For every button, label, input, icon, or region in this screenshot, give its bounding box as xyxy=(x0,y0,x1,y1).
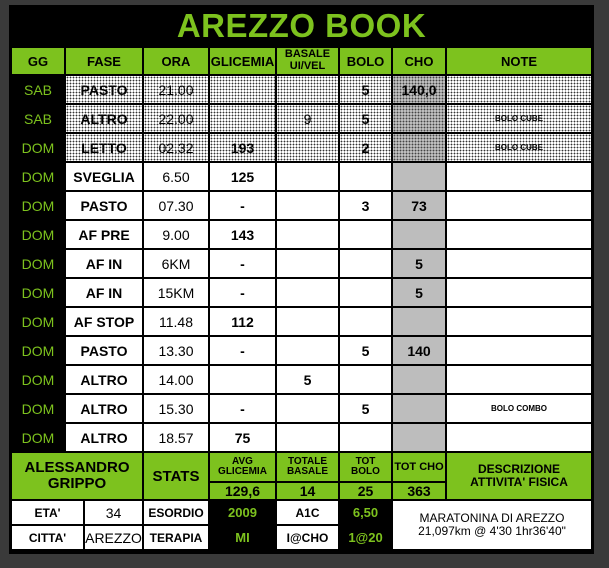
table-row-gg: DOM xyxy=(12,279,64,306)
cell-ora: 18.57 xyxy=(144,424,208,451)
cell-note xyxy=(447,424,591,451)
cell-cho: 140,0 xyxy=(393,76,445,103)
cell-basale xyxy=(277,134,338,161)
table-row-gg: DOM xyxy=(12,424,64,451)
cell-ora: 21.00 xyxy=(144,76,208,103)
cell-cho: 5 xyxy=(393,250,445,277)
cell-note: BOLO CUBE xyxy=(447,105,591,132)
table-row-gg: DOM xyxy=(12,308,64,335)
cell-cho xyxy=(393,221,445,248)
cell-glicemia: - xyxy=(210,279,275,306)
table-row-gg: DOM xyxy=(12,366,64,393)
cell-ora: 22.00 xyxy=(144,105,208,132)
header-cho: CHO xyxy=(393,48,445,74)
icho-value: 1@20 xyxy=(340,526,391,549)
header-gg: GG xyxy=(12,48,64,74)
tot-cho-label: TOT CHO xyxy=(393,453,445,481)
cell-note xyxy=(447,308,591,335)
table-row-gg: DOM xyxy=(12,250,64,277)
cell-bolo: 2 xyxy=(340,134,391,161)
cell-basale: 5 xyxy=(277,366,338,393)
cell-ora: 11.48 xyxy=(144,308,208,335)
cell-ora: 15KM xyxy=(144,279,208,306)
tot-cho-value: 363 xyxy=(393,483,445,499)
cell-ora: 13.30 xyxy=(144,337,208,364)
cell-fase: PASTO xyxy=(66,192,142,219)
cell-note xyxy=(447,366,591,393)
header-note: NOTE xyxy=(447,48,591,74)
eta-label: ETA' xyxy=(12,501,83,524)
table-row-gg: DOM xyxy=(12,337,64,364)
cell-bolo xyxy=(340,221,391,248)
cell-ora: 07.30 xyxy=(144,192,208,219)
icho-label: I@CHO xyxy=(277,526,338,549)
cell-bolo: 3 xyxy=(340,192,391,219)
cell-basale xyxy=(277,163,338,190)
cell-cho xyxy=(393,395,445,422)
header-bolo: BOLO xyxy=(340,48,391,74)
cell-glicemia: 193 xyxy=(210,134,275,161)
cell-basale: 9 xyxy=(277,105,338,132)
eta-value: 34 xyxy=(85,501,142,524)
cell-cho xyxy=(393,105,445,132)
header-ora: ORA xyxy=(144,48,208,74)
arezzo-book-sheet xyxy=(9,5,594,554)
cell-fase: AF IN xyxy=(66,279,142,306)
cell-fase: ALTRO xyxy=(66,395,142,422)
cell-cho xyxy=(393,163,445,190)
a1c-value: 6,50 xyxy=(340,501,391,524)
header-glicemia: GLICEMIA xyxy=(210,48,275,74)
cell-basale xyxy=(277,424,338,451)
cell-fase: PASTO xyxy=(66,337,142,364)
cell-bolo xyxy=(340,163,391,190)
cell-bolo xyxy=(340,424,391,451)
header-fase: FASE xyxy=(66,48,142,74)
cell-ora: 6.50 xyxy=(144,163,208,190)
a1c-label: A1C xyxy=(277,501,338,524)
cell-fase: ALTRO xyxy=(66,366,142,393)
cell-fase: AF STOP xyxy=(66,308,142,335)
cell-note: BOLO CUBE xyxy=(447,134,591,161)
cell-glicemia: 75 xyxy=(210,424,275,451)
cell-glicemia xyxy=(210,105,275,132)
table-row-gg: DOM xyxy=(12,134,64,161)
cell-cho: 73 xyxy=(393,192,445,219)
cell-fase: AF PRE xyxy=(66,221,142,248)
cell-bolo xyxy=(340,279,391,306)
cell-glicemia: - xyxy=(210,250,275,277)
cell-fase: PASTO xyxy=(66,76,142,103)
totale-basale-label: TOTALE BASALE xyxy=(277,453,338,481)
cell-glicemia: 143 xyxy=(210,221,275,248)
cell-note xyxy=(447,76,591,103)
cell-bolo: 5 xyxy=(340,76,391,103)
cell-bolo: 5 xyxy=(340,395,391,422)
cell-ora: 14.00 xyxy=(144,366,208,393)
cell-cho xyxy=(393,308,445,335)
table-row-gg: SAB xyxy=(12,76,64,103)
cell-fase: SVEGLIA xyxy=(66,163,142,190)
cell-fase: LETTO xyxy=(66,134,142,161)
cell-basale xyxy=(277,337,338,364)
page-title: AREZZO BOOK xyxy=(176,7,427,44)
cell-bolo xyxy=(340,308,391,335)
cell-glicemia xyxy=(210,76,275,103)
header-basale: BASALE UI/VEL xyxy=(277,48,338,74)
esordio-label: ESORDIO xyxy=(144,501,208,524)
cell-note: BOLO COMBO xyxy=(447,395,591,422)
cell-cho xyxy=(393,424,445,451)
citta-value: AREZZO xyxy=(85,526,142,549)
terapia-label: TERAPIA xyxy=(144,526,208,549)
avg-glicemia-value: 129,6 xyxy=(210,483,275,499)
table-row-gg: DOM xyxy=(12,192,64,219)
cell-glicemia: 125 xyxy=(210,163,275,190)
tot-bolo-label: TOT BOLO xyxy=(340,453,391,481)
cell-cho: 5 xyxy=(393,279,445,306)
table-row-gg: DOM xyxy=(12,221,64,248)
cell-fase: ALTRO xyxy=(66,105,142,132)
cell-note xyxy=(447,250,591,277)
athlete-name: ALESSANDRO GRIPPO xyxy=(12,453,142,499)
cell-glicemia: - xyxy=(210,192,275,219)
cell-basale xyxy=(277,76,338,103)
cell-basale xyxy=(277,279,338,306)
descrizione-label: DESCRIZIONE ATTIVITA' FISICA xyxy=(447,453,591,499)
cell-basale xyxy=(277,192,338,219)
cell-bolo: 5 xyxy=(340,105,391,132)
descrizione-text: MARATONINA DI AREZZO 21,097km @ 4'30 1hr36'40" xyxy=(393,501,591,549)
esordio-value: 2009 xyxy=(210,501,275,524)
cell-ora: 02.32 xyxy=(144,134,208,161)
cell-basale xyxy=(277,395,338,422)
cell-bolo xyxy=(340,250,391,277)
cell-note xyxy=(447,337,591,364)
cell-basale xyxy=(277,250,338,277)
terapia-value: MI xyxy=(210,526,275,549)
cell-cho: 140 xyxy=(393,337,445,364)
cell-bolo: 5 xyxy=(340,337,391,364)
cell-basale xyxy=(277,221,338,248)
cell-bolo xyxy=(340,366,391,393)
cell-note xyxy=(447,192,591,219)
cell-cho xyxy=(393,134,445,161)
stats-label: STATS xyxy=(144,453,208,499)
cell-glicemia: - xyxy=(210,395,275,422)
cell-basale xyxy=(277,308,338,335)
citta-label: CITTA' xyxy=(12,526,83,549)
cell-note xyxy=(447,163,591,190)
table-row-gg: SAB xyxy=(12,105,64,132)
cell-glicemia: 112 xyxy=(210,308,275,335)
table-row-gg: DOM xyxy=(12,395,64,422)
cell-note xyxy=(447,221,591,248)
cell-ora: 6KM xyxy=(144,250,208,277)
cell-glicemia xyxy=(210,366,275,393)
cell-ora: 9.00 xyxy=(144,221,208,248)
avg-glicemia-label: AVG GLICEMIA xyxy=(210,453,275,481)
tot-bolo-value: 25 xyxy=(340,483,391,499)
cell-glicemia: - xyxy=(210,337,275,364)
cell-cho xyxy=(393,366,445,393)
cell-ora: 15.30 xyxy=(144,395,208,422)
cell-fase: AF IN xyxy=(66,250,142,277)
cell-note xyxy=(447,279,591,306)
table-row-gg: DOM xyxy=(12,163,64,190)
cell-fase: ALTRO xyxy=(66,424,142,451)
totale-basale-value: 14 xyxy=(277,483,338,499)
